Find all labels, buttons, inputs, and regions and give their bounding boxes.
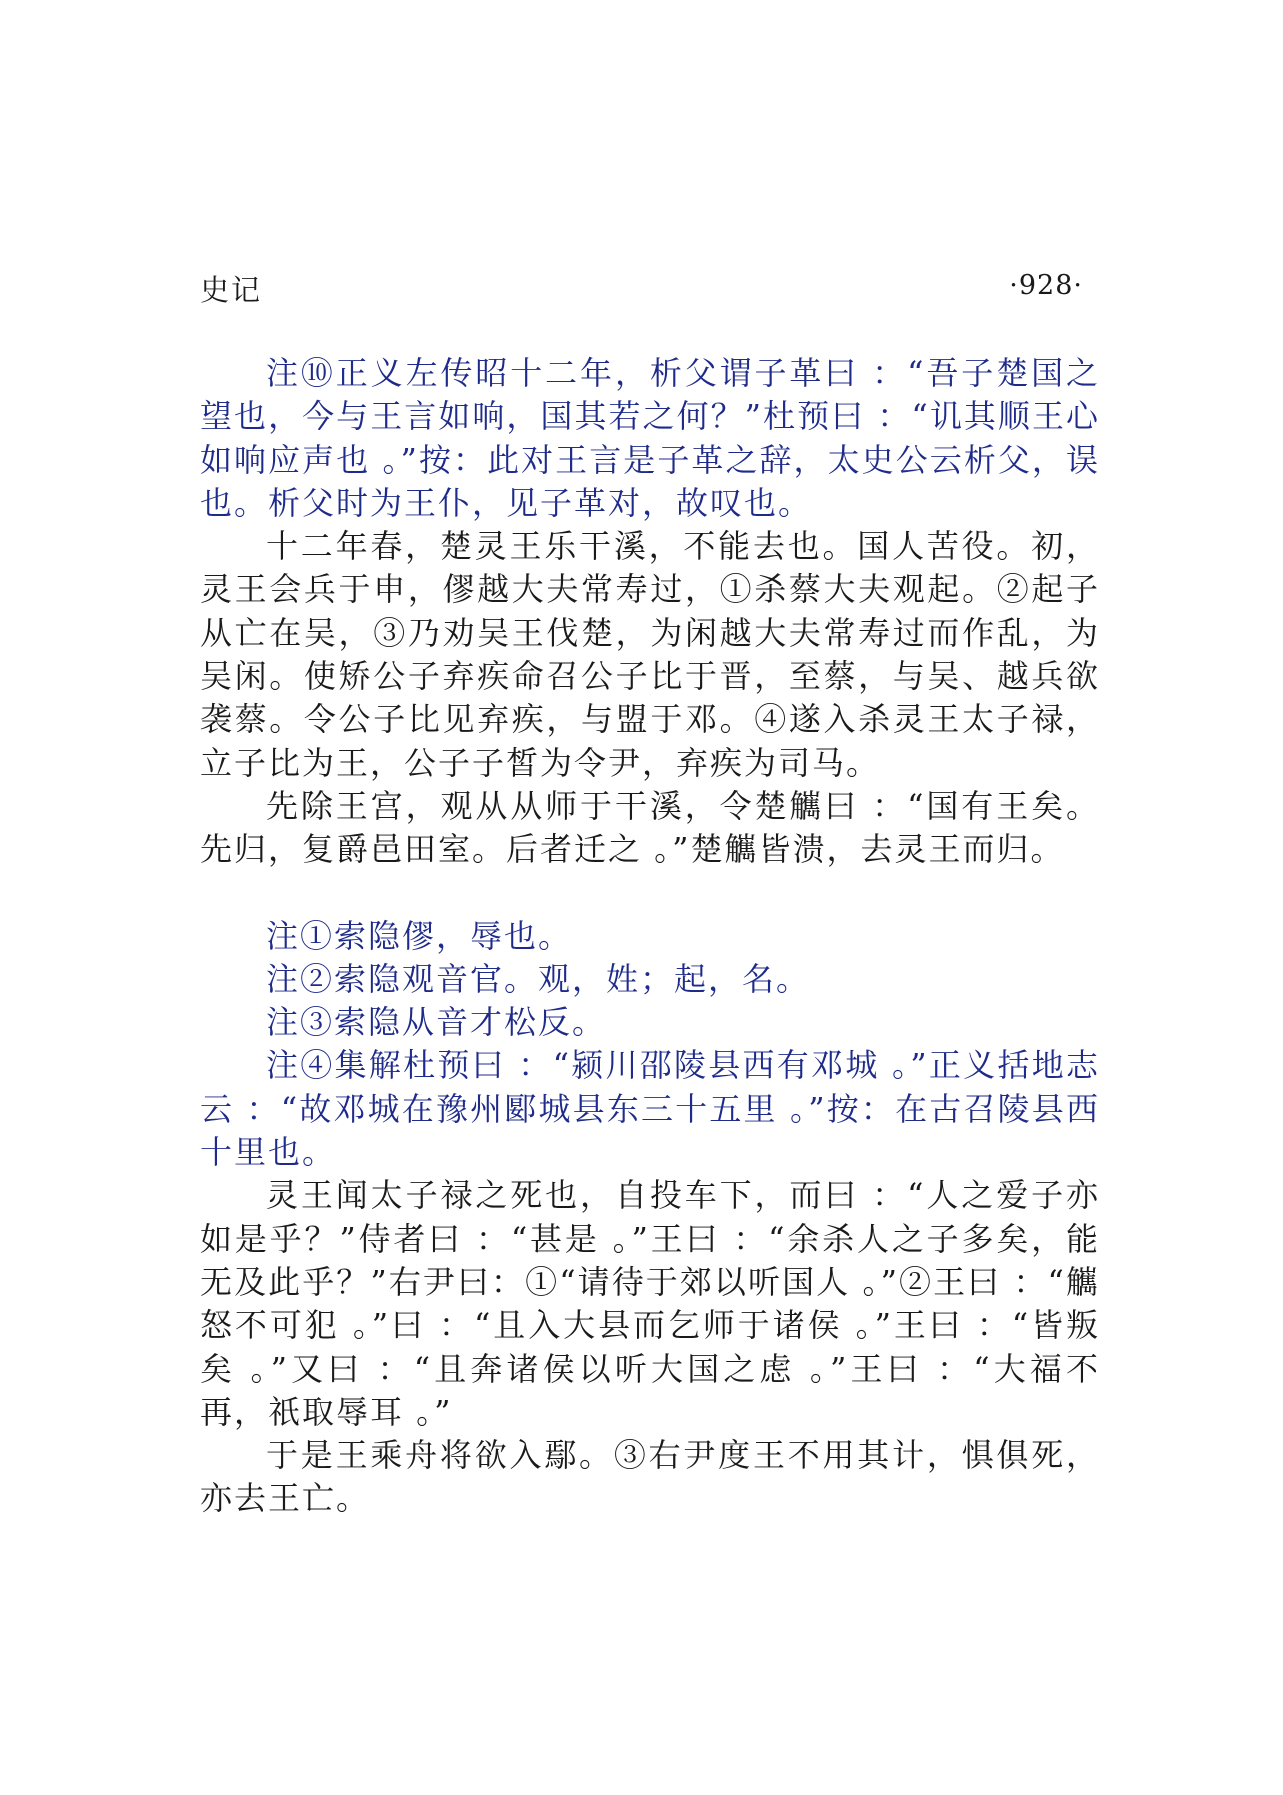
- annotation-paragraph: 注②索隐观音官。观，姓；起，名。: [266, 959, 811, 998]
- running-header-title: 史记: [200, 273, 263, 307]
- annotation-paragraph: 注①索隐僇，辱也。: [266, 916, 573, 955]
- text-paragraph: 先除王宫，观从从师于干溪，令楚觽曰 ：“国有王矣。先归，复爵邑田室。后者迁之 。”楚觽皆溃，去灵王而归。: [200, 786, 1100, 869]
- text-paragraph: 灵王闻太子禄之死也，自投车下，而曰 ：“人之爱子亦如是乎？”侍者曰 ：“甚是 。”王曰 ：“余杀人之子多矣，能无及此乎？”右尹曰：①“请待于郊以听国人 。”②王曰 ：“觽怒不可犯 。”曰 ：“且入大县而乞师于诸侯 。”王曰 ：“皆叛矣 。”又曰 ：“且奔诸侯以听大国之虑 。”王曰 ：“大福不再，祇取辱耳 。”: [200, 1176, 1100, 1431]
- page-number: ·928·: [1009, 270, 1083, 301]
- annotation-paragraph: 注⑩正义左传昭十二年，析父谓子革曰 ：“吾子楚国之望也，今与王言如响，国其若之何？”杜预曰 ：“讥其顺王心如响应声也 。”按：此对王言是子革之辞，太史公云析父，误也。析父时为王仆，见子革对，故叹也。: [200, 354, 1100, 522]
- body-text: [200, 352, 1100, 1521]
- annotation-paragraph: 注④集解杜预曰 ：“颍川邵陵县西有邓城 。”正义括地志云 ：“故邓城在豫州郾城县东三十五里 。”按：在古召陵县西十里也。: [200, 1046, 1100, 1172]
- text-paragraph: 十二年春，楚灵王乐干溪，不能去也。国人苦役。初，灵王会兵于申，僇越大夫常寿过，①杀蔡大夫观起。②起子从亡在吴，③乃劝吴王伐楚，为闲越大夫常寿过而作乱，为吴闲。使矫公子弃疾命召公子比于晋，至蔡，与吴、越兵欲袭蔡。令公子比见弃疾，与盟于邓。④遂入杀灵王太子禄，立子比为王，公子子皙为令尹，弃疾为司马。: [200, 527, 1100, 782]
- text-paragraph: 于是王乘舟将欲入鄢。③右尹度王不用其计，惧俱死，亦去王亡。: [200, 1436, 1100, 1518]
- annotation-paragraph: 注③索隐从音才松反。: [266, 1003, 607, 1042]
